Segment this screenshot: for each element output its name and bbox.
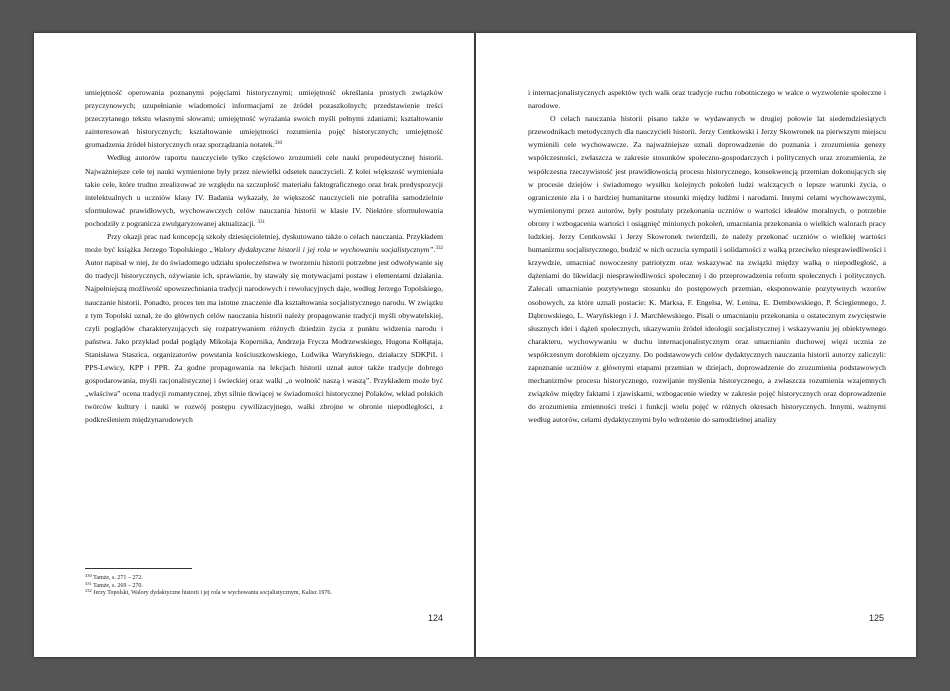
book-title: „Walory dydaktyczne historii i jej rola w wychowaniu socjalistycznym”. (209, 245, 436, 255)
paragraph-text: umiejętność operowania poznanymi pojęciami historycznymi; umiejętność określania prostych związków przyczynowych; uzupełnianie wiadomości informacjami ze źródeł pozaszkolnych; przedstawienie treści przeczytanego tekstu własnymi słowami; umiejętność wyrażania swoich myśli pełnymi zdaniami; kształtowanie zainteresowań historycznych; kształtowanie umiejętności rozumienia pojęć historycznych; umiejętność gromadzenia źródeł historycznych oraz sporządzania notatek. (85, 88, 443, 150)
footnote-number: 331 (85, 580, 92, 586)
footnote-number: 332 (85, 588, 92, 594)
footnote (85, 590, 445, 598)
footnote-number: 330 (85, 573, 92, 578)
footnote-text: Tamże, s. 269 – 270. (93, 582, 143, 589)
paragraph-text: O celach nauczania historii pisano także w wydawanych w drugiej połowie lat siedemdziesiątych przewodnikach metodycznych dla nauczycieli historii. Jerzy Centkowski i Jerzy Skowronek na pierwszym miejscu wymienili cele wychowawcze. Za najważniejsze uznali doprowadzenie do poznania i zrozumienia genezy współczesności, zwłaszcza w zakresie stosunków społeczno-gospodarczych i politycznych oraz zrozumienia, że współczesna rzeczywistość jest prawidłowością procesu historycznego, konsekwencją przemian dokonujących się w procesie dziejów i świadomego wysiłku kolejnych pokoleń ludzi walczących o lepsze warunki życia, o ograniczenie zła i o bardziej humanitarne stosunki między ludźmi i narodami. Innymi celami wychowawczymi, wymienionymi przez autorów, były postulaty przekonania uczniów o wartości ideałów moralnych, o potrzebie obrony i wzbogacenia wartości i osiągnięć minionych pokoleń, umacniania przekonania o wielkich walorach pracy ludzkiej. Jerzy Centkowski i Jerzy Skowronek twierdzili, że należy przekonać uczniów o wielkiej wartości humanizmu socjalistycznego, budzić w nich uczucia sympatii i solidarności z walką przeciwko niesprawiedliwości i krzywdzie, umacniać nowoczesny patriotyzm oraz wskazywać na związki między walką o niepodległość, a dążeniami do likwidacji niesprawiedliwości społecznej i do przeprowadzenia reform społecznych i politycznych. Zalecali umacnianie pozytywnego stosunku do postępowych przemian, eksponowanie pozytywnych wzorów osobowych, za które uznali postacie: K. Marksa, F. Engelsa, W. Lenina, E. Dembowskiego, P. Ściegiennego, J. Dąbrowskiego, L. Waryńskiego i J. Marchlewskiego. Pisali o umacnianiu przekonania o ostatecznym zwycięstwie słusznych idei i dążeń społecznych, ukazywaniu źródeł ideologii socjalistycznej i wskazywaniu jej obiektywnego charakteru, wychowywaniu w duchu internacjonalistycznym oraz umacnianiu duchowej więzi ucznia ze współczesnym dorobkiem ojczyzny. Do podstawowych celów dydaktycznych nauczania historii autorzy zaliczyli: zapoznanie uczniów z głównymi etapami przemian w dziejach, doprowadzenie do zrozumienia podstawowych mechanizmów procesu historycznego, rozwijanie myślenia historycznego, a zwłaszcza rozumienia wzajemnych związków między faktami i zjawiskami, wzbogacenie wiedzy w zakresie pojęć historycznych oraz doprowadzenie do zrozumienia zmienności treści i funkcji wielu pojęć w różnych okresach historycznych. Innymi, ważnymi według autorów, celami dydaktycznymi było wdrożenie do samodzielnej analizy (528, 114, 886, 425)
paragraph (85, 230, 443, 426)
paragraph-text: Według autorów raportu nauczyciele tylko częściowo zrozumieli cele nauki propedeutycznej historii. Najważniejsze cele tej nauki wymienione były przez niewielki odsetek nauczycieli. Z kolei większość wymieniała takie cele, które trudno zrealizować ze względu na szczupłość materiału faktograficznego oraz brak predyspozycji intelektualnych u uczniów klasy IV. Badania wykazały, że większość nauczycieli nie potrafiła samodzielnie sformułować prawidłowych, wychowawczych celów nauczania historii w klasie IV. Niektóre sformułowania pochodziły z pogranicza zwulgaryzowanej aktualizacji. (85, 153, 443, 228)
footnotes (85, 575, 445, 598)
page-left (34, 33, 474, 657)
page-right-body (528, 86, 886, 426)
paragraph-text: Autor napisał w niej, że do świadomego udziału społeczeństwa w tworzeniu historii potrzebne jest odwoływanie się do tradycji historycznych, ożywianie ich, sprawianie, by stawały się motywacjami postaw i elementami działania. Najpełniejszą możliwość upowszechniania tradycji narodowych i rewolucyjnych daje, według Jerzego Topolskiego, nauczanie historii. Ponadto, proces ten ma istotne znaczenie dla kształtowania socjalistycznego narodu. W związku z tym Topolski uznał, że do głównych celów nauczania historii należy propagowanie tradycji myśli obywatelskiej, czyli poglądów charakteryzujących się rozpatrywaniem różnych dziedzin życia z punktu widzenia narodu i państwa. Jako przykład podał poglądy Mikołaja Kopernika, Andrzeja Frycza Modrzewskiego, Hugona Kołłątaja, Stanisława Staszica, organizatorów powstania kościuszkowskiego, Ludwika Waryńskiego, działaczy SDKPiL i PPS-Lewicy, KPP i PPR. Za godne propagowania na lekcjach historii uznał autor także tradycje dobrego gospodarowania, myśli racjonalistycznej i świeckiej oraz walki „o wolność naszą i waszą”. Przykładem może być „właściwa” ocena tradycji romantycznej, zbyt silnie tkwiącej w świadomości historycznej Polaków, wkład polskich twórców kultury i nauki w rozwój postępu cywilizacyjnego, walki zbrojne w obronie niepodległości, z podkreśleniem międzynarodowych (85, 258, 443, 425)
page-right (476, 33, 916, 657)
footnote-text: Tamże, s. 271 – 272. (93, 575, 143, 581)
footnote (85, 575, 445, 583)
footnote-divider (85, 568, 192, 569)
footnote-ref: 331 (257, 219, 265, 225)
paragraph (85, 151, 443, 230)
paragraph (85, 86, 443, 151)
page-left-body (85, 86, 443, 426)
footnote-ref: 330 (274, 141, 283, 147)
footnote-ref: 332 (435, 246, 443, 252)
page-number: 125 (869, 613, 885, 623)
paragraph-text: i internacjonalistycznych aspektów tych walk oraz tradycje ruchu robotniczego w walce o wyzwolenie społeczne i narodowe. (528, 88, 886, 111)
paragraph (528, 112, 886, 426)
footnote-text: Jerzy Topolski, Walory dydaktyczne historii i jej rola w wychowaniu socjalistycznym, Kalisz 1976. (93, 590, 332, 597)
paragraph (528, 86, 886, 112)
paragraph-text: Przy okazji prac nad koncepcją szkoły dziesięcioletniej, dyskutowano także o celach nauczania. Przykładem może być książka Jerzego Topolskiego (85, 232, 443, 255)
page-number: 124 (428, 613, 444, 623)
